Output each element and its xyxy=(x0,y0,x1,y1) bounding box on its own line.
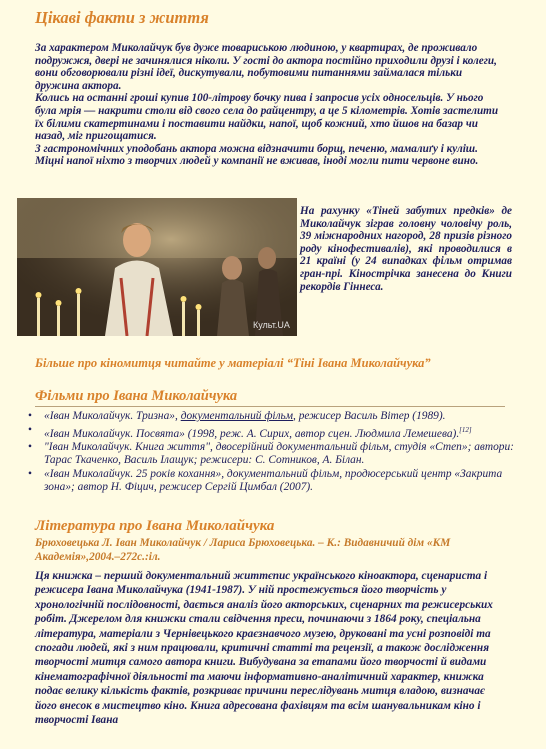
film-title: «Іван Миколайчук. 25 років кохання», xyxy=(44,467,225,480)
section-divider xyxy=(35,406,505,407)
list-item xyxy=(44,441,534,467)
film-title: «Іван Миколайчук. Посвята» xyxy=(44,427,185,440)
films-section-title: Фільми про Івана Миколайчука xyxy=(35,388,238,404)
film-title: «Іван Миколайчук. Тризна», xyxy=(44,410,178,422)
film-type-link[interactable]: документальний фільм xyxy=(180,410,293,422)
literature-reference: Брюховецька Л. Іван Миколайчук / Лариса Брюховецька. – К.: Видавничий дім «КМ Академія»,2004.–272с.:іл. xyxy=(35,537,451,563)
intro-paragraph: З гастрономічних уподобань актора можна відзначити борщ, печеню, мамалиґу і куліш. Міцні напої ніхто з творчих людей у компанії не вживав, іноді могли пити червоне вино. xyxy=(35,142,479,168)
film-details: документальний фільм, продюсерський центр «Закрита зона»; автор Н. Фіцич, режисер Сергій Цимбал (2007). xyxy=(44,467,503,493)
film-details: двосерійний документальний фільм, студія «Степ»; автори: Тарас Ткаченко, Василь Ілащук; режисери: С. Сотников, А. Білан. xyxy=(44,441,514,467)
photo-caption: На рахунку «Тіней забутих предків» де Миколайчук зіграв головну чоловічу роль, 39 міжнародних нагород, 28 призів різного роду кінофестивалів), які проводилися в 21 країні (у 24 випадках фільм отримав гран-прі. Кінострічка занесена до Книги рекордів Гіннеса. xyxy=(300,205,512,293)
section-title: Цікаві факти з життя xyxy=(35,8,209,27)
intro-paragraph: Колись на останні гроші купив 100-літрову бочку пива і запросив усіх односельців. У нього була мрія — накрити столи від свого села до райцентру, а це 5 кілометрів. Хотів застелити їх білими скатертинами і поставити найдки, напої, щоб кожний, хто йшов на базар чи назад, міг пригощатися. xyxy=(35,92,499,143)
photo-illustration xyxy=(17,198,297,336)
list-item xyxy=(44,468,534,494)
film-still-photo xyxy=(17,198,297,336)
footnote-link[interactable]: [12] xyxy=(459,425,472,434)
more-link[interactable]: Більше про кіномитця читайте у матеріалі “Тіні Івана Миколайчука” xyxy=(35,356,431,370)
intro-paragraph: За характером Миколайчук був дуже товариською людиною, у квартирах, де проживало подружжя, двері не зачинялися ніколи. У гості до актора постійно приходили друзі і колеги, вони обговорювали різні ідеї, дискутували, побутовими питаннями займалася тільки дружина актора. xyxy=(35,42,497,92)
literature-section-title: Література про Івана Миколайчука xyxy=(35,518,275,534)
films-list xyxy=(20,410,534,495)
film-title: "Іван Миколайчук. Книга життя", xyxy=(44,441,213,454)
film-details: (1998, реж. А. Сирих, автор сцен. Людмила Лемешева). xyxy=(184,427,460,440)
list-item xyxy=(44,424,534,441)
film-details: , режисер Василь Вітер (1989). xyxy=(293,410,446,422)
list-item xyxy=(44,410,534,423)
photo-watermark: Культ.UA xyxy=(253,320,290,330)
literature-description: Ця книжка – перший документальний життєпис українського кіноактора, сценариста і режисера Івана Миколайчука (1941-1987). У ній простежується його творчість у хронологічній послідовності, дається аналіз його акторських, сценарних та режисерських робіт. Джерелом для книжки стали свідчення преси, починаючи з 1864 року, спеціальна література, матеріали з Чернівецького краєзнавчого музею, друковані та усні розповіді та спогади людей, які з ним працювали, критичні статті та рецензії, а також дослідження творчості митця самого автора книги. Вибудувана за етапами його творчості й видами кінематографічної діяльності та маючи інформативно-аналітичний характер, книжка подає велику кількість фактів, розкриває причини переслідувань митця владою, визначає його внесок в мистецтво кіно. Книга адресована фахівцям та всім шанувальникам кіно і творчості Івана xyxy=(35,570,493,727)
intro-text xyxy=(35,42,505,168)
